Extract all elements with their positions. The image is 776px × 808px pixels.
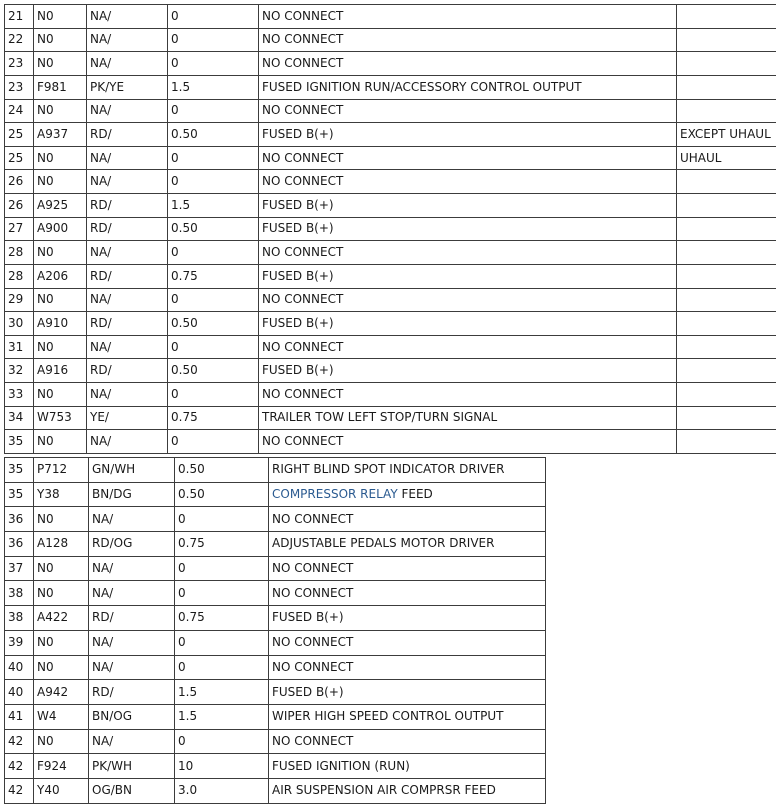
cell-note <box>677 194 776 218</box>
cell-func: FUSED B(+) <box>259 217 677 241</box>
table-row <box>5 606 546 631</box>
cell-pin: 39 <box>5 630 34 655</box>
table-row <box>5 123 776 147</box>
cell-circuit: A422 <box>34 606 89 631</box>
cell-note <box>677 217 776 241</box>
connector-pinout-table-bottom <box>4 457 546 804</box>
table-row <box>5 778 546 803</box>
cell-color: PK/WH <box>89 754 175 779</box>
table-row <box>5 383 776 407</box>
cell-func: NO CONNECT <box>269 507 546 532</box>
cell-gauge: 0 <box>168 241 259 265</box>
cell-func: NO CONNECT <box>259 52 677 76</box>
cell-color: RD/ <box>89 680 175 705</box>
cell-pin: 37 <box>5 556 34 581</box>
cell-circuit: N0 <box>34 383 87 407</box>
cell-func: TRAILER TOW LEFT STOP/TURN SIGNAL <box>259 406 677 430</box>
cell-pin: 21 <box>5 5 34 29</box>
connector-pinout-table-top <box>4 4 776 454</box>
cell-func: ADJUSTABLE PEDALS MOTOR DRIVER <box>269 532 546 557</box>
cell-note: UHAUL <box>677 146 776 170</box>
cell-gauge: 0.50 <box>175 458 269 483</box>
cell-color: NA/ <box>87 241 168 265</box>
cell-gauge: 3.0 <box>175 778 269 803</box>
cell-func: NO CONNECT <box>259 146 677 170</box>
cell-circuit: A910 <box>34 312 87 336</box>
cell-gauge: 0.50 <box>168 312 259 336</box>
cell-color: RD/ <box>87 123 168 147</box>
cell-pin: 26 <box>5 170 34 194</box>
cell-circuit: W753 <box>34 406 87 430</box>
cell-circuit: N0 <box>34 170 87 194</box>
cell-circuit: Y40 <box>34 778 89 803</box>
cell-note <box>677 288 776 312</box>
cell-gauge: 0 <box>168 99 259 123</box>
cell-color: BN/DG <box>89 482 175 507</box>
table-row <box>5 680 546 705</box>
table-row <box>5 430 776 454</box>
cell-func: NO CONNECT <box>259 5 677 29</box>
cell-pin: 35 <box>5 430 34 454</box>
cell-func: FUSED B(+) <box>259 123 677 147</box>
cell-note <box>677 5 776 29</box>
cell-gauge: 0.75 <box>175 532 269 557</box>
cell-func: NO CONNECT <box>259 383 677 407</box>
cell-color: OG/BN <box>89 778 175 803</box>
cell-func: NO CONNECT <box>259 335 677 359</box>
cell-circuit: Y38 <box>34 482 89 507</box>
table-row <box>5 170 776 194</box>
cell-note <box>677 75 776 99</box>
cell-circuit: N0 <box>34 28 87 52</box>
cell-circuit: A900 <box>34 217 87 241</box>
cell-pin: 35 <box>5 482 34 507</box>
cell-gauge: 0 <box>168 28 259 52</box>
cell-note: EXCEPT UHAUL <box>677 123 776 147</box>
cell-color: RD/ <box>87 194 168 218</box>
cell-gauge: 10 <box>175 754 269 779</box>
cell-func: NO CONNECT <box>269 556 546 581</box>
table-row <box>5 458 546 483</box>
cell-gauge: 0.75 <box>168 264 259 288</box>
component-link[interactable]: COMPRESSOR RELAY <box>272 487 402 502</box>
table-row <box>5 52 776 76</box>
table-row <box>5 75 776 99</box>
cell-color: NA/ <box>89 655 175 680</box>
cell-pin: 27 <box>5 217 34 241</box>
cell-func: NO CONNECT <box>259 170 677 194</box>
cell-circuit: A937 <box>34 123 87 147</box>
cell-pin: 25 <box>5 123 34 147</box>
cell-circuit: N0 <box>34 729 89 754</box>
table-row <box>5 335 776 359</box>
cell-color: NA/ <box>87 52 168 76</box>
table-row <box>5 28 776 52</box>
cell-color: YE/ <box>87 406 168 430</box>
table-row <box>5 359 776 383</box>
cell-func: NO CONNECT <box>259 430 677 454</box>
table-row <box>5 288 776 312</box>
cell-pin: 36 <box>5 532 34 557</box>
cell-circuit: W4 <box>34 704 89 729</box>
cell-circuit: A942 <box>34 680 89 705</box>
cell-note <box>677 406 776 430</box>
cell-gauge: 0 <box>168 288 259 312</box>
cell-circuit: N0 <box>34 52 87 76</box>
cell-note <box>677 335 776 359</box>
cell-pin: 25 <box>5 146 34 170</box>
cell-color: BN/OG <box>89 704 175 729</box>
cell-gauge: 0.50 <box>175 482 269 507</box>
cell-pin: 38 <box>5 606 34 631</box>
cell-gauge: 0.75 <box>168 406 259 430</box>
cell-gauge: 0.50 <box>168 123 259 147</box>
cell-note <box>677 312 776 336</box>
cell-note <box>677 359 776 383</box>
table-row <box>5 241 776 265</box>
table-row <box>5 482 546 507</box>
function-text: FEED <box>401 487 433 502</box>
table-row <box>5 655 546 680</box>
cell-color: RD/ <box>87 312 168 336</box>
cell-color: PK/YE <box>87 75 168 99</box>
cell-color: NA/ <box>87 170 168 194</box>
cell-circuit: N0 <box>34 630 89 655</box>
cell-color: NA/ <box>87 99 168 123</box>
cell-func: NO CONNECT <box>259 28 677 52</box>
cell-pin: 40 <box>5 680 34 705</box>
cell-pin: 42 <box>5 778 34 803</box>
table-row <box>5 146 776 170</box>
cell-circuit: N0 <box>34 335 87 359</box>
cell-color: NA/ <box>89 630 175 655</box>
cell-func: NO CONNECT <box>269 655 546 680</box>
cell-pin: 32 <box>5 359 34 383</box>
cell-color: NA/ <box>87 146 168 170</box>
cell-func: FUSED IGNITION (RUN) <box>269 754 546 779</box>
cell-color: NA/ <box>87 288 168 312</box>
table-row <box>5 217 776 241</box>
table-row <box>5 754 546 779</box>
cell-color: RD/ <box>87 264 168 288</box>
cell-circuit: N0 <box>34 241 87 265</box>
cell-color: RD/ <box>87 359 168 383</box>
cell-gauge: 0 <box>175 581 269 606</box>
cell-color: NA/ <box>87 335 168 359</box>
cell-pin: 23 <box>5 75 34 99</box>
cell-color: NA/ <box>87 28 168 52</box>
table-row <box>5 532 546 557</box>
cell-color: RD/ <box>89 606 175 631</box>
cell-func: NO CONNECT <box>259 288 677 312</box>
cell-gauge: 0 <box>175 729 269 754</box>
cell-func: FUSED IGNITION RUN/ACCESSORY CONTROL OUTPUT <box>259 75 677 99</box>
cell-pin: 36 <box>5 507 34 532</box>
cell-func: AIR SUSPENSION AIR COMPRSR FEED <box>269 778 546 803</box>
cell-color: RD/ <box>87 217 168 241</box>
cell-func: NO CONNECT <box>269 581 546 606</box>
cell-color: NA/ <box>87 383 168 407</box>
table-row <box>5 194 776 218</box>
cell-pin: 31 <box>5 335 34 359</box>
cell-circuit: N0 <box>34 430 87 454</box>
cell-circuit: N0 <box>34 655 89 680</box>
cell-pin: 38 <box>5 581 34 606</box>
cell-note <box>677 383 776 407</box>
cell-circuit: F924 <box>34 754 89 779</box>
table-row <box>5 507 546 532</box>
cell-note <box>677 430 776 454</box>
table-row <box>5 406 776 430</box>
cell-circuit: A128 <box>34 532 89 557</box>
cell-note <box>677 241 776 265</box>
cell-func: NO CONNECT <box>259 99 677 123</box>
cell-color: NA/ <box>89 507 175 532</box>
table-row <box>5 556 546 581</box>
cell-pin: 28 <box>5 241 34 265</box>
cell-gauge: 0 <box>168 52 259 76</box>
cell-func: FUSED B(+) <box>269 606 546 631</box>
cell-pin: 30 <box>5 312 34 336</box>
cell-func: WIPER HIGH SPEED CONTROL OUTPUT <box>269 704 546 729</box>
cell-func: FUSED B(+) <box>269 680 546 705</box>
table-row <box>5 264 776 288</box>
cell-circuit: A916 <box>34 359 87 383</box>
cell-func: FUSED B(+) <box>259 194 677 218</box>
cell-pin: 42 <box>5 729 34 754</box>
cell-circuit: A206 <box>34 264 87 288</box>
cell-pin: 24 <box>5 99 34 123</box>
cell-gauge: 1.5 <box>175 704 269 729</box>
cell-func <box>269 482 546 507</box>
cell-gauge: 0 <box>168 170 259 194</box>
cell-color: GN/WH <box>89 458 175 483</box>
cell-circuit: N0 <box>34 146 87 170</box>
cell-color: NA/ <box>87 430 168 454</box>
cell-circuit: N0 <box>34 288 87 312</box>
cell-gauge: 1.5 <box>168 75 259 99</box>
cell-color: NA/ <box>89 729 175 754</box>
cell-gauge: 0 <box>175 556 269 581</box>
table-row <box>5 99 776 123</box>
cell-func: FUSED B(+) <box>259 264 677 288</box>
table-row <box>5 704 546 729</box>
cell-gauge: 0 <box>175 630 269 655</box>
cell-pin: 26 <box>5 194 34 218</box>
cell-pin: 22 <box>5 28 34 52</box>
table-row <box>5 729 546 754</box>
cell-circuit: N0 <box>34 5 87 29</box>
cell-gauge: 0 <box>168 5 259 29</box>
cell-gauge: 0.75 <box>175 606 269 631</box>
cell-func: FUSED B(+) <box>259 359 677 383</box>
cell-note <box>677 170 776 194</box>
cell-circuit: A925 <box>34 194 87 218</box>
cell-gauge: 0 <box>175 507 269 532</box>
cell-circuit: N0 <box>34 581 89 606</box>
cell-circuit: P712 <box>34 458 89 483</box>
cell-pin: 42 <box>5 754 34 779</box>
cell-gauge: 0 <box>168 146 259 170</box>
table-row <box>5 312 776 336</box>
cell-func: NO CONNECT <box>269 630 546 655</box>
cell-color: RD/OG <box>89 532 175 557</box>
cell-note <box>677 28 776 52</box>
cell-pin: 40 <box>5 655 34 680</box>
cell-pin: 33 <box>5 383 34 407</box>
cell-func: RIGHT BLIND SPOT INDICATOR DRIVER <box>269 458 546 483</box>
cell-gauge: 1.5 <box>168 194 259 218</box>
cell-note <box>677 52 776 76</box>
table-row <box>5 630 546 655</box>
cell-pin: 34 <box>5 406 34 430</box>
cell-circuit: N0 <box>34 507 89 532</box>
cell-circuit: F981 <box>34 75 87 99</box>
cell-gauge: 1.5 <box>175 680 269 705</box>
cell-func: NO CONNECT <box>259 241 677 265</box>
cell-pin: 23 <box>5 52 34 76</box>
cell-func: NO CONNECT <box>269 729 546 754</box>
cell-color: NA/ <box>89 581 175 606</box>
cell-gauge: 0 <box>175 655 269 680</box>
table-row <box>5 5 776 29</box>
cell-color: NA/ <box>87 5 168 29</box>
cell-gauge: 0.50 <box>168 217 259 241</box>
cell-note <box>677 264 776 288</box>
cell-circuit: N0 <box>34 99 87 123</box>
cell-gauge: 0 <box>168 335 259 359</box>
cell-gauge: 0 <box>168 383 259 407</box>
cell-pin: 41 <box>5 704 34 729</box>
cell-pin: 35 <box>5 458 34 483</box>
cell-note <box>677 99 776 123</box>
cell-color: NA/ <box>89 556 175 581</box>
cell-circuit: N0 <box>34 556 89 581</box>
cell-pin: 29 <box>5 288 34 312</box>
cell-pin: 28 <box>5 264 34 288</box>
table-row <box>5 581 546 606</box>
cell-func: FUSED B(+) <box>259 312 677 336</box>
cell-gauge: 0.50 <box>168 359 259 383</box>
cell-gauge: 0 <box>168 430 259 454</box>
